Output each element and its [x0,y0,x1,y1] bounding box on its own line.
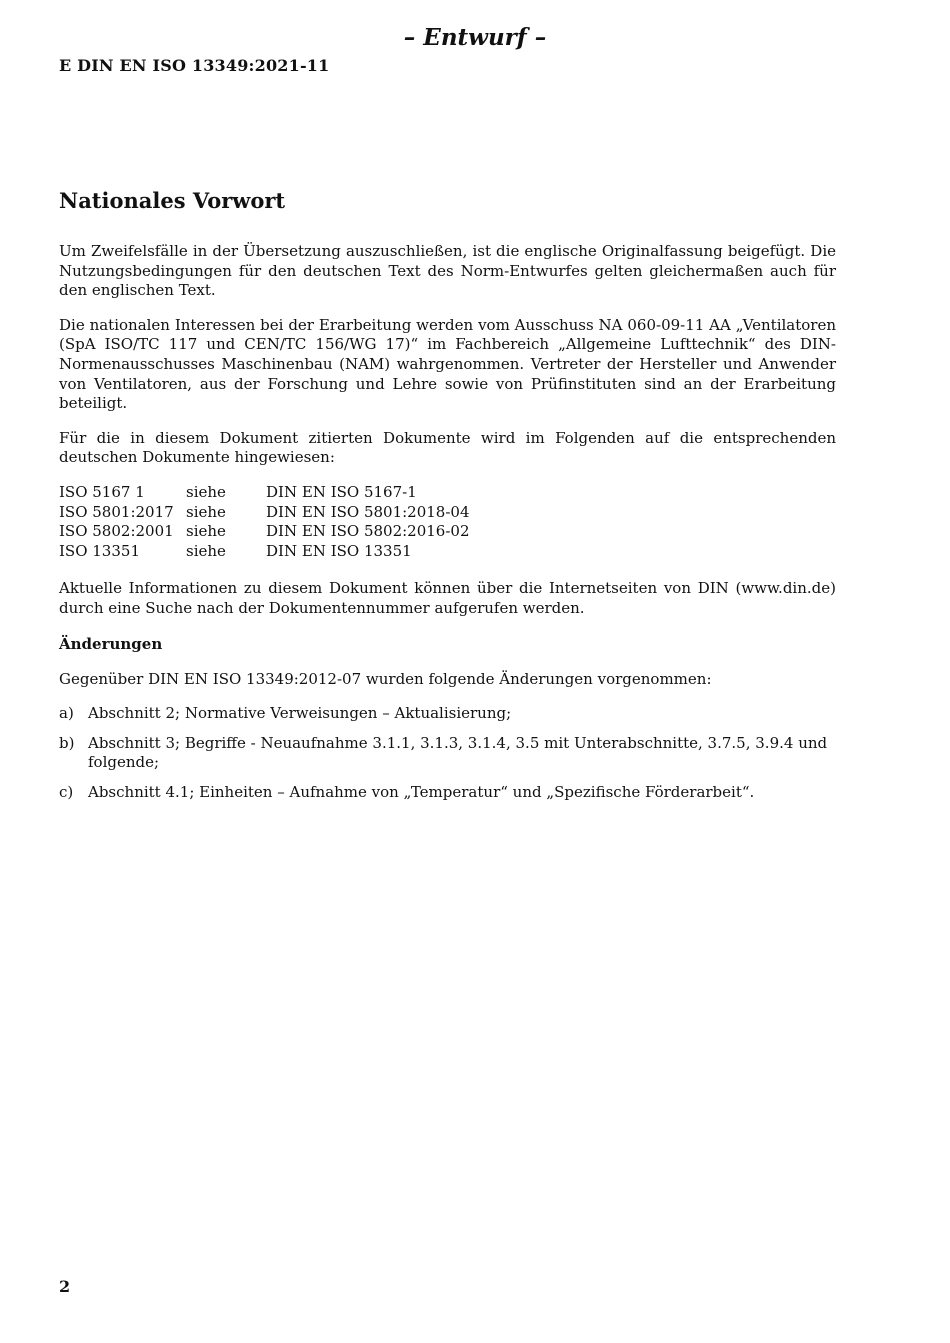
list-item [59,783,836,803]
draft-watermark-heading: – Entwurf – [403,24,547,51]
paragraph-committee: Die nationalen Interessen bei der Erarbeitung werden vom Ausschuss NA 060-09-11 AA „Ventilatoren (SpA ISO/TC 117 und CEN/TC 156/WG 17)“ im Fachbereich „Allgemeine Lufttechnik“ des DIN-Normenausschusses Maschinenbau (NAM) wahrgenommen. Vertreter der Hersteller und Anwender von Ventilatoren, aus der Forschung und Lehre sowie von Prüfinstituten sind an der Erarbeitung beteiligt. [59,315,836,413]
reference-see: siehe [186,482,226,501]
list-item-text: Abschnitt 2; Normative Verweisungen – Aktualisierung; [88,704,512,723]
table-row [59,542,470,562]
changes-heading: Änderungen [59,634,163,653]
reference-iso: ISO 5802:2001 [59,522,174,541]
reference-din: DIN EN ISO 5801:2018-04 [266,502,470,521]
table-row [59,522,470,542]
list-item-text: Abschnitt 4.1; Einheiten – Aufnahme von „Temperatur“ und „Spezifische Förderarbeit“. [88,782,755,801]
paragraph-references-intro: Für die in diesem Dokument zitierten Dokumente wird im Folgenden auf die entsprechenden deutschen Dokumente hingewiesen: [59,428,836,467]
reference-see: siehe [186,541,226,560]
paragraph-translation-note: Um Zweifelsfälle in der Übersetzung auszuschließen, ist die englische Originalfassung beigefügt. Die Nutzungsbedingungen für den deutschen Text des Norm-Entwurfes gelten gleichermaßen auch für den englischen Text. [59,242,836,300]
list-item-label: b) [59,733,75,752]
reference-iso: ISO 5801:2017 [59,502,174,521]
main-content [59,187,836,812]
reference-iso: ISO 5167 1 [59,482,145,501]
reference-see: siehe [186,522,226,541]
list-item-label: c) [59,782,74,801]
table-row [59,483,470,503]
reference-din: DIN EN ISO 13351 [266,541,412,560]
page-number: 2 [59,1277,71,1296]
reference-din: DIN EN ISO 5167-1 [266,482,417,501]
list-item [59,734,836,773]
changes-list [59,704,836,802]
table-row [59,503,470,523]
changes-intro: Gegenüber DIN EN ISO 13349:2012-07 wurden folgende Änderungen vorgenommen: [59,669,712,688]
list-item-label: a) [59,704,74,723]
paragraph-info: Aktuelle Informationen zu diesem Dokument können über die Internetseiten von DIN (www.din.de) durch eine Suche nach der Dokumentennummer aufgerufen werden. [59,579,836,617]
reference-din: DIN EN ISO 5802:2016-02 [266,522,470,541]
reference-see: siehe [186,502,226,521]
list-item [59,704,836,724]
document-id: E DIN EN ISO 13349:2021-11 [59,56,330,75]
list-item-text: Abschnitt 3; Begriffe - Neuaufnahme 3.1.1, 3.1.3, 3.1.4, 3.5 mit Unterabschnitte, 3.7.5, 3.9.4 und folgende; [88,733,828,772]
reference-iso: ISO 13351 [59,541,140,560]
section-title: Nationales Vorwort [59,188,286,213]
reference-table [59,483,470,561]
